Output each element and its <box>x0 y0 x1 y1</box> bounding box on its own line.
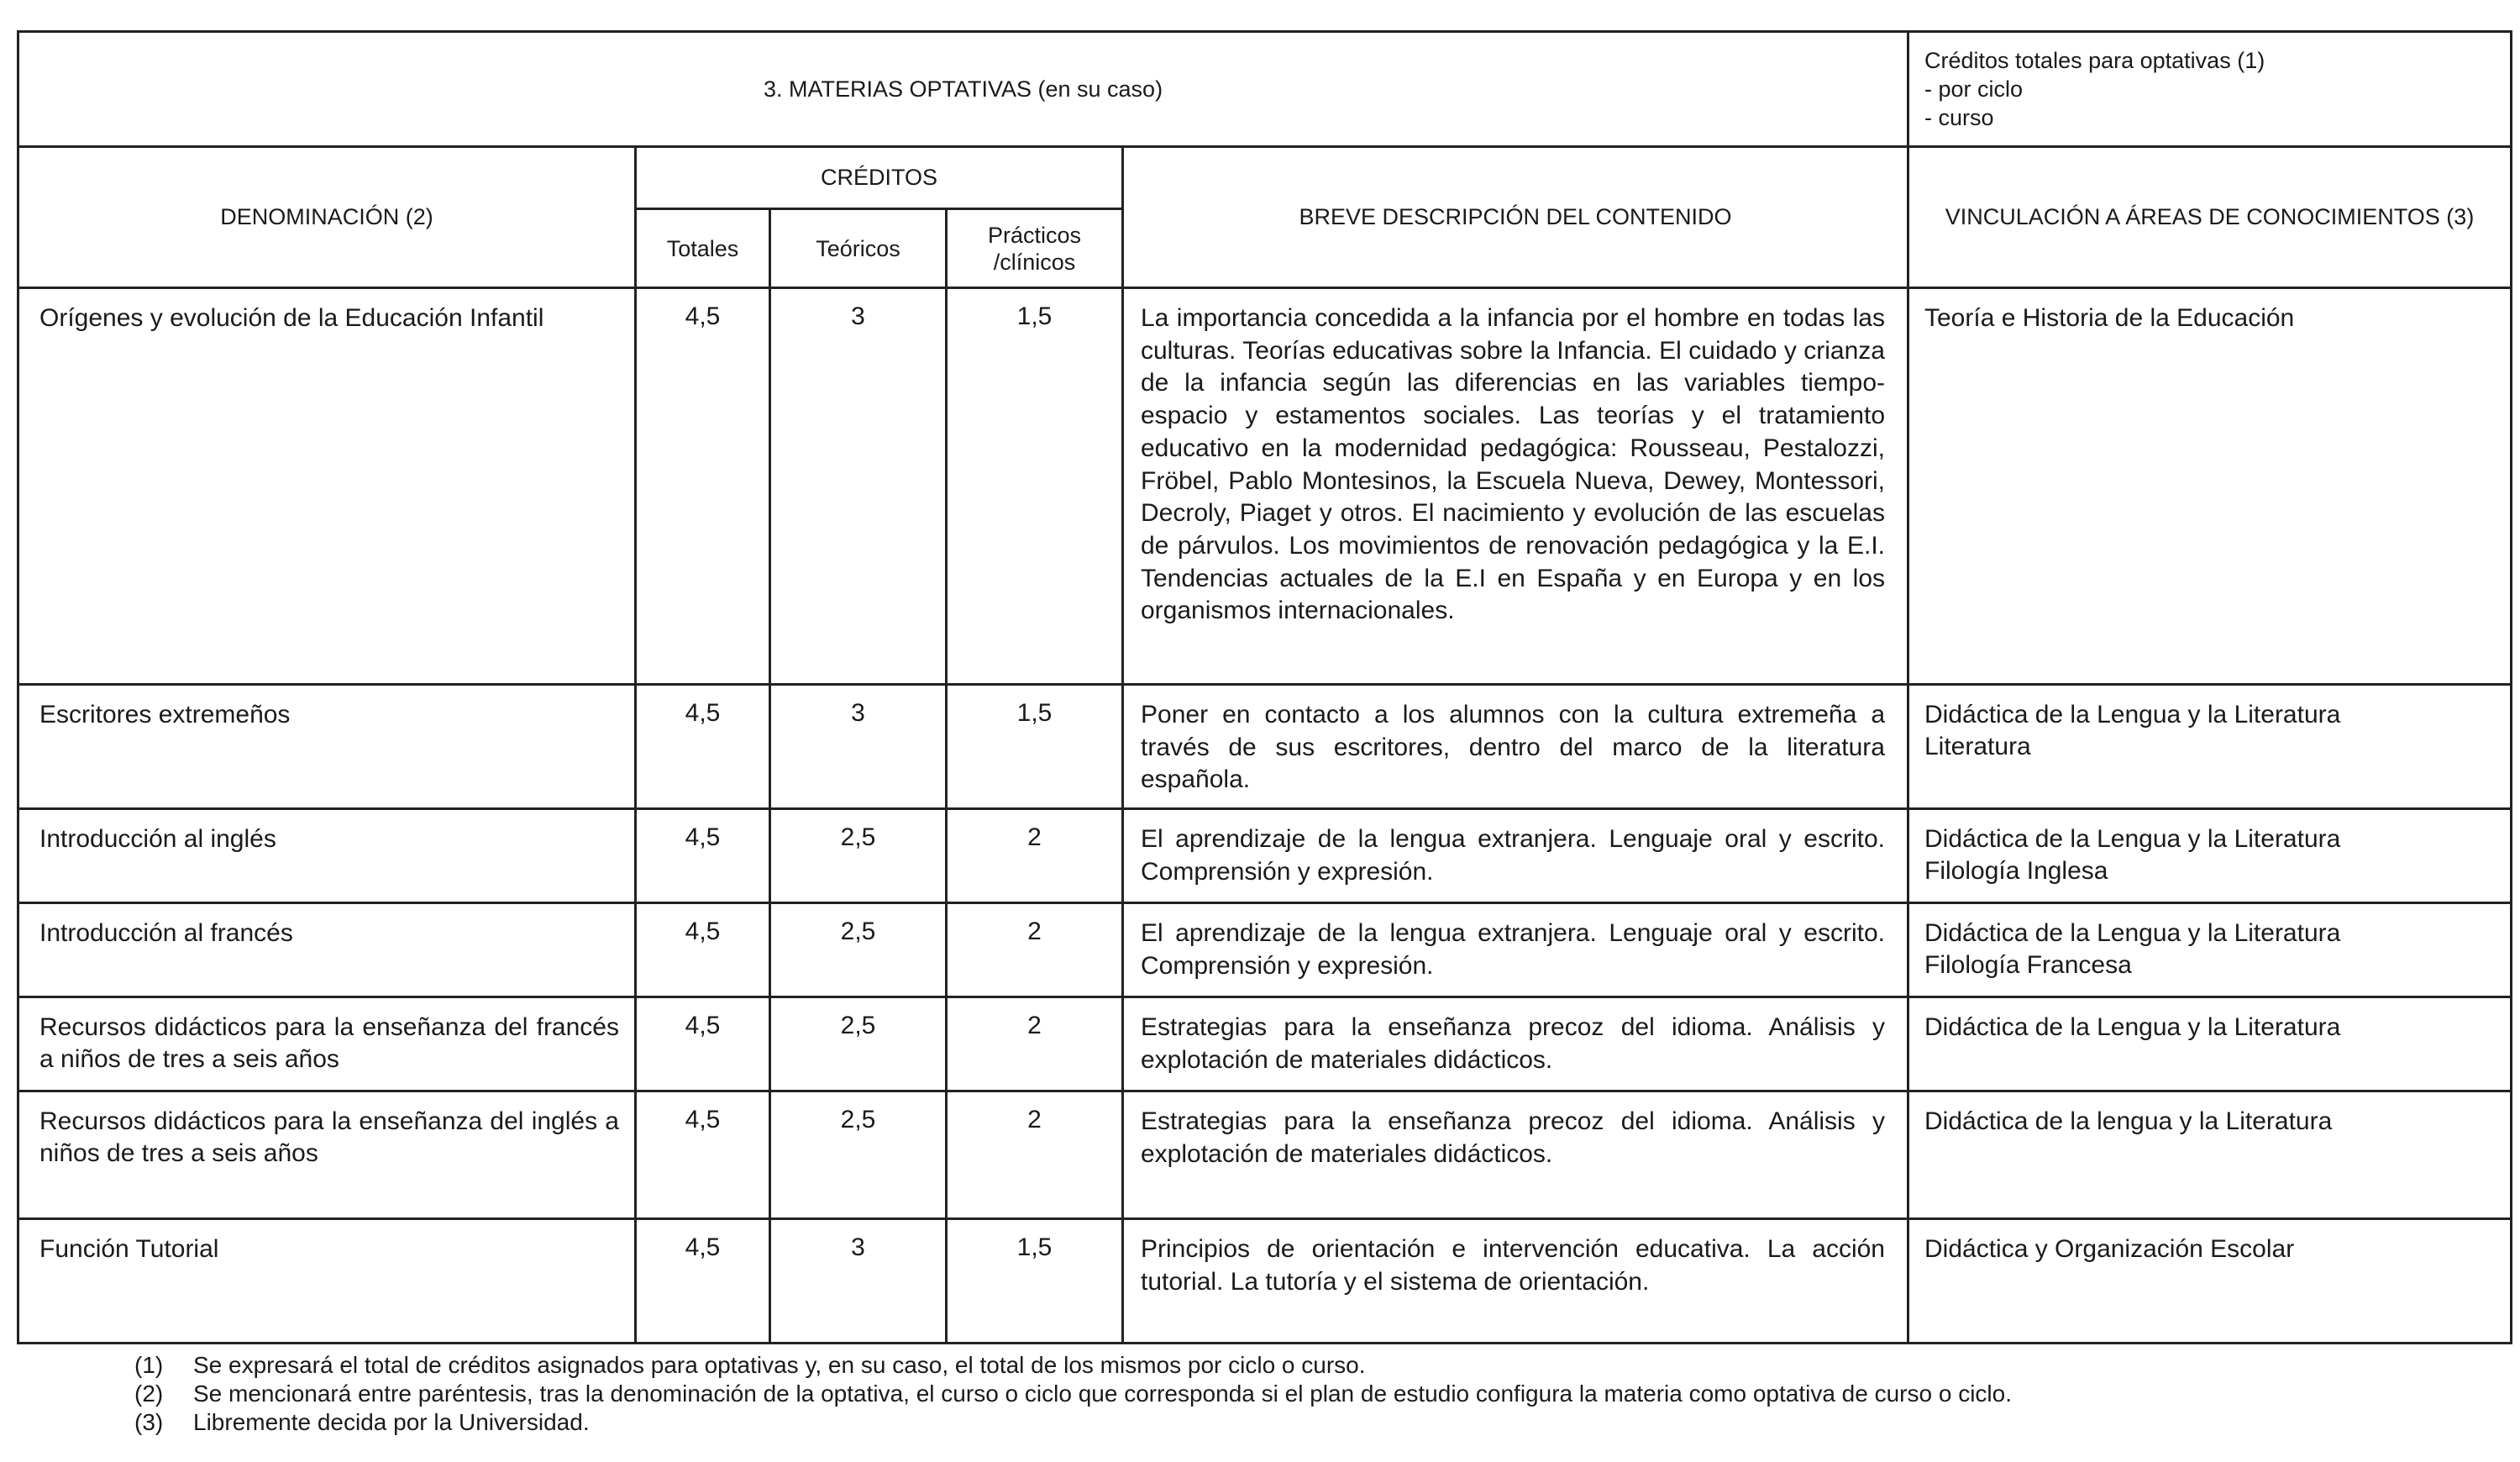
subject-description: Poner en contacto a los alumnos con la cultura extremeña a través de sus escritores, dentro del marco de la literatura española. <box>1123 685 1908 809</box>
footnotes <box>134 1351 2012 1437</box>
area-line: Didáctica de la Lengua y la Literatura <box>1924 701 2341 728</box>
footnote <box>134 1380 2012 1408</box>
subject-description: Principios de orientación e intervención educativa. La acción tutorial. La tutoría y el sistema de orientación. <box>1123 1219 1908 1344</box>
credits-totales: 4,5 <box>636 809 770 903</box>
subject-name: Función Tutorial <box>18 1219 636 1344</box>
table-row <box>18 997 2512 1091</box>
footnote-number: (3) <box>134 1409 164 1435</box>
table-row <box>18 288 2512 685</box>
area-line: Literatura <box>1924 733 2031 760</box>
table-row <box>18 1091 2512 1219</box>
table-row <box>18 809 2512 903</box>
credits-totales: 4,5 <box>636 997 770 1091</box>
col-denominacion: DENOMINACIÓN (2) <box>18 147 636 288</box>
footnote-number: (1) <box>134 1352 164 1378</box>
credits-teoricos: 2,5 <box>770 903 947 997</box>
knowledge-areas <box>1908 903 2512 997</box>
area-line: Didáctica de la Lengua y la Literatura <box>1924 1013 2341 1041</box>
credits-practicos: 1,5 <box>947 1219 1123 1344</box>
col-practicos-line: Prácticos <box>987 222 1082 248</box>
col-totales: Totales <box>636 209 770 288</box>
footnote <box>134 1408 2012 1437</box>
knowledge-areas <box>1908 997 2512 1091</box>
col-descripcion: BREVE DESCRIPCIÓN DEL CONTENIDO <box>1123 147 1908 288</box>
knowledge-areas <box>1908 1091 2512 1219</box>
area-line: Didáctica de la lengua y la Literatura <box>1924 1107 2333 1135</box>
knowledge-areas <box>1908 809 2512 903</box>
credits-note-line: Créditos totales para optativas (1) <box>1924 48 2265 73</box>
knowledge-areas <box>1908 288 2512 685</box>
subject-name: Escritores extremeños <box>18 685 636 809</box>
col-practicos <box>947 209 1123 288</box>
area-line: Didáctica de la Lengua y la Literatura <box>1924 825 2341 853</box>
credits-teoricos: 3 <box>770 1219 947 1344</box>
col-creditos: CRÉDITOS <box>636 147 1123 209</box>
credits-practicos: 2 <box>947 1091 1123 1219</box>
col-teoricos: Teóricos <box>770 209 947 288</box>
area-line: Didáctica de la Lengua y la Literatura <box>1924 919 2341 947</box>
credits-note-line: - curso <box>1924 105 1994 130</box>
subject-name: Introducción al francés <box>18 903 636 997</box>
area-line: Teoría e Historia de la Educación <box>1924 304 2295 332</box>
subject-name: Introducción al inglés <box>18 809 636 903</box>
subject-name: Orígenes y evolución de la Educación Infantil <box>18 288 636 685</box>
footnote-text: Se mencionará entre paréntesis, tras la denominación de la optativa, el curso o ciclo que corresponda si el plan de estudio configura la materia como optativa de curso o ciclo. <box>193 1380 2012 1407</box>
subject-description: La importancia concedida a la infancia por el hombre en todas las culturas. Teorías educativas sobre la Infancia. El cuidado y crianza de la infancia según las diferencias en las variables tiempo-espacio y estamentos sociales. Las teorías y el tratamiento educativo en la modernidad pedagógica: Rousseau, Pestalozzi, Fröbel, Pablo Montesinos, la Escuela Nueva, Dewey, Montessori, Decroly, Piaget y otros. El nacimiento y evolución de las escuelas de párvulos. Los movimientos de renovación pedagógica y la E.I. Tendencias actuales de la E.I en España y en Europa y en los organismos internacionales. <box>1123 288 1908 685</box>
table-row <box>18 1219 2512 1344</box>
footnote-text: Libremente decida por la Universidad. <box>193 1409 590 1435</box>
credits-teoricos: 2,5 <box>770 997 947 1091</box>
credits-totales: 4,5 <box>636 288 770 685</box>
table-row <box>18 903 2512 997</box>
table-row <box>18 685 2512 809</box>
credits-practicos: 2 <box>947 809 1123 903</box>
knowledge-areas <box>1908 1219 2512 1344</box>
knowledge-areas <box>1908 685 2512 809</box>
credits-note-line: - por ciclo <box>1924 76 2024 102</box>
footnote <box>134 1351 2012 1380</box>
credits-practicos: 2 <box>947 903 1123 997</box>
area-line: Filología Inglesa <box>1924 857 2108 885</box>
credits-totales: 4,5 <box>636 685 770 809</box>
subject-description: Estrategias para la enseñanza precoz del idioma. Análisis y explotación de materiales didácticos. <box>1123 997 1908 1091</box>
area-line: Didáctica y Organización Escolar <box>1924 1235 2295 1263</box>
credits-totales: 4,5 <box>636 1091 770 1219</box>
col-practicos-line: /clínicos <box>993 249 1076 275</box>
credits-totales: 4,5 <box>636 903 770 997</box>
credits-teoricos: 2,5 <box>770 1091 947 1219</box>
subject-description: El aprendizaje de la lengua extranjera. Lenguaje oral y escrito. Comprensión y expresión. <box>1123 809 1908 903</box>
credits-note <box>1908 32 2512 147</box>
credits-teoricos: 3 <box>770 288 947 685</box>
subject-description: Estrategias para la enseñanza precoz del idioma. Análisis y explotación de materiales didácticos. <box>1123 1091 1908 1219</box>
subject-name: Recursos didácticos para la enseñanza del inglés a niños de tres a seis años <box>18 1091 636 1219</box>
area-line: Filología Francesa <box>1924 951 2132 979</box>
section-title: 3. MATERIAS OPTATIVAS (en su caso) <box>18 32 1908 147</box>
credits-teoricos: 3 <box>770 685 947 809</box>
credits-practicos: 1,5 <box>947 685 1123 809</box>
credits-totales: 4,5 <box>636 1219 770 1344</box>
footnote-text: Se expresará el total de créditos asignados para optativas y, en su caso, el total de los mismos por ciclo o curso. <box>193 1352 1366 1378</box>
col-vinculacion: VINCULACIÓN A ÁREAS DE CONOCIMIENTOS (3) <box>1908 147 2512 288</box>
subject-description: El aprendizaje de la lengua extranjera. Lenguaje oral y escrito. Comprensión y expresión. <box>1123 903 1908 997</box>
footnote-number: (2) <box>134 1380 164 1407</box>
credits-teoricos: 2,5 <box>770 809 947 903</box>
optativas-table <box>17 30 2512 1344</box>
credits-practicos: 1,5 <box>947 288 1123 685</box>
subject-name: Recursos didácticos para la enseñanza del francés a niños de tres a seis años <box>18 997 636 1091</box>
credits-practicos: 2 <box>947 997 1123 1091</box>
